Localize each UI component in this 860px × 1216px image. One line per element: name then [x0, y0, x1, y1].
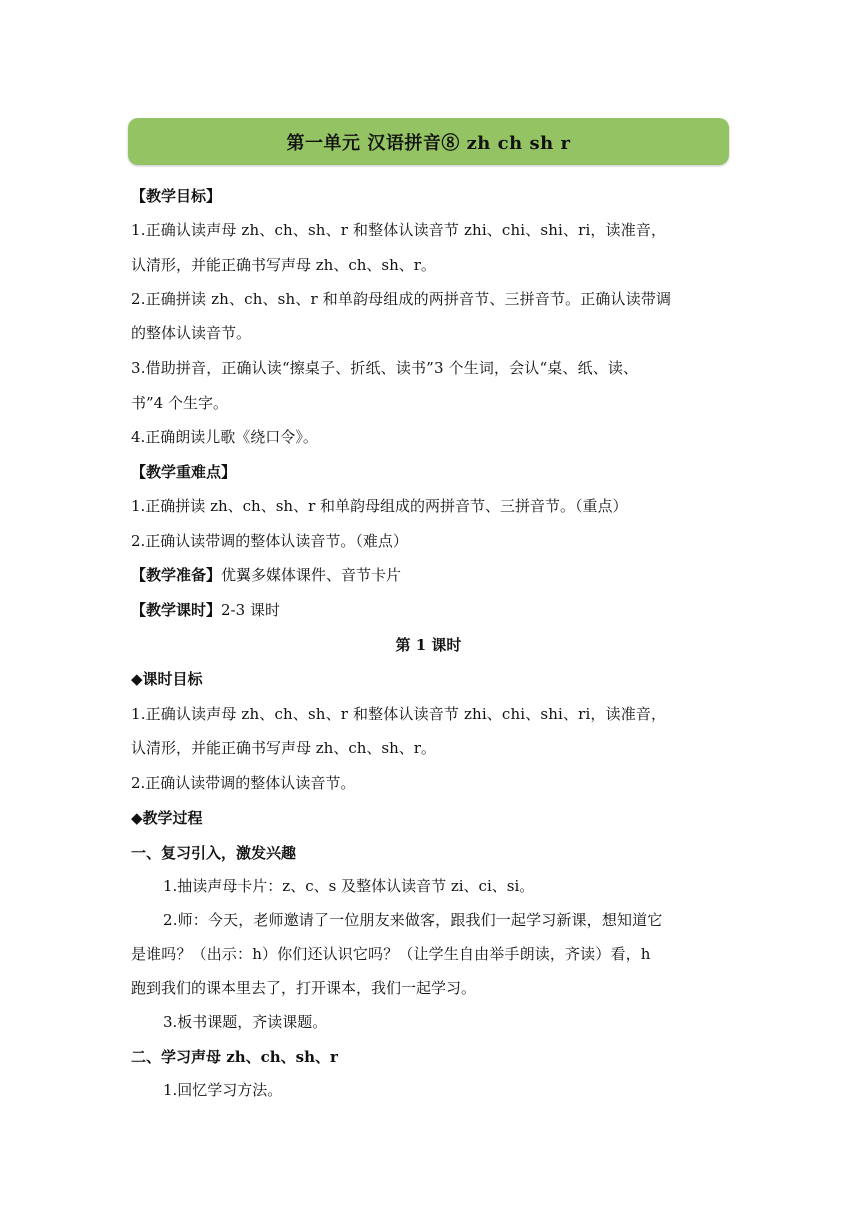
goals-heading: 【教学目标】: [131, 187, 222, 205]
key-points-heading: 【教学重难点】: [131, 463, 237, 481]
lesson-goal-line: 1.正确认读声母 zh、ch、sh、r 和整体认读音节 zhi、chi、shi、ri，读准音，: [131, 705, 667, 723]
hours-label: 【教学课时】: [131, 601, 222, 619]
goal-line: 3.借助拼音，正确认读“擦桌子、折纸、读书”3 个生词，会认“桌、纸、读、: [131, 359, 639, 377]
goal-line: 1.正确认读声母 zh、ch、sh、r 和整体认读音节 zhi、chi、shi、ri，读准音，: [131, 221, 667, 239]
hours-line: [131, 600, 731, 620]
title-banner: [128, 118, 729, 165]
goal-line: 4.正确朗读儿歌《绕口令》。: [131, 428, 318, 446]
lesson-goal-line: 2.正确认读带调的整体认读音节。: [131, 774, 356, 792]
section1-item: 1.抽读声母卡片：z、c、s 及整体认读音节 zi、ci、si。: [163, 877, 535, 895]
goal-line: 2.正确拼读 zh、ch、sh、r 和单韵母组成的两拼音节、三拼音节。正确认读带调: [131, 290, 672, 308]
prep-value: 优翼多媒体课件、音节卡片: [221, 566, 402, 584]
lesson-goal-line: 认清形，并能正确书写声母 zh、ch、sh、r。: [131, 739, 436, 757]
hours-value: 2-3 课时: [221, 601, 280, 619]
section1-heading: 一、复习引入，激发兴趣: [131, 844, 297, 862]
key-point-line: 2.正确认读带调的整体认读音节。（难点）: [131, 532, 408, 550]
key-point-line: 1.正确拼读 zh、ch、sh、r 和单韵母组成的两拼音节、三拼音节。（重点）: [131, 497, 628, 515]
lesson-title: 第 1 课时: [395, 636, 462, 654]
goal-line: 的整体认读音节。: [131, 324, 252, 342]
section1-item: 2.师：今天，老师邀请了一位朋友来做客，跟我们一起学习新课，想知道它: [163, 911, 663, 929]
process-heading: ◆教学过程: [131, 809, 203, 827]
prep-label: 【教学准备】: [131, 566, 222, 584]
goal-line: 认清形，并能正确书写声母 zh、ch、sh、r。: [131, 256, 436, 274]
page-title: 第一单元 汉语拼音⑧ zh ch sh r: [286, 132, 571, 154]
section1-item: 是谁吗？（出示：h）你们还认识它吗？（让学生自由举手朗读，齐读）看，h: [131, 945, 651, 963]
section2-heading: 二、学习声母 zh、ch、sh、r: [131, 1048, 338, 1066]
section2-item: 1.回忆学习方法。: [163, 1081, 283, 1099]
section1-item: 跑到我们的课本里去了，打开课本，我们一起学习。: [131, 979, 477, 997]
section1-item: 3.板书课题，齐读课题。: [163, 1013, 328, 1031]
prep-line: [131, 565, 731, 585]
lesson-goals-heading: ◆课时目标: [131, 670, 203, 688]
goal-line: 书”4 个生字。: [131, 394, 228, 412]
